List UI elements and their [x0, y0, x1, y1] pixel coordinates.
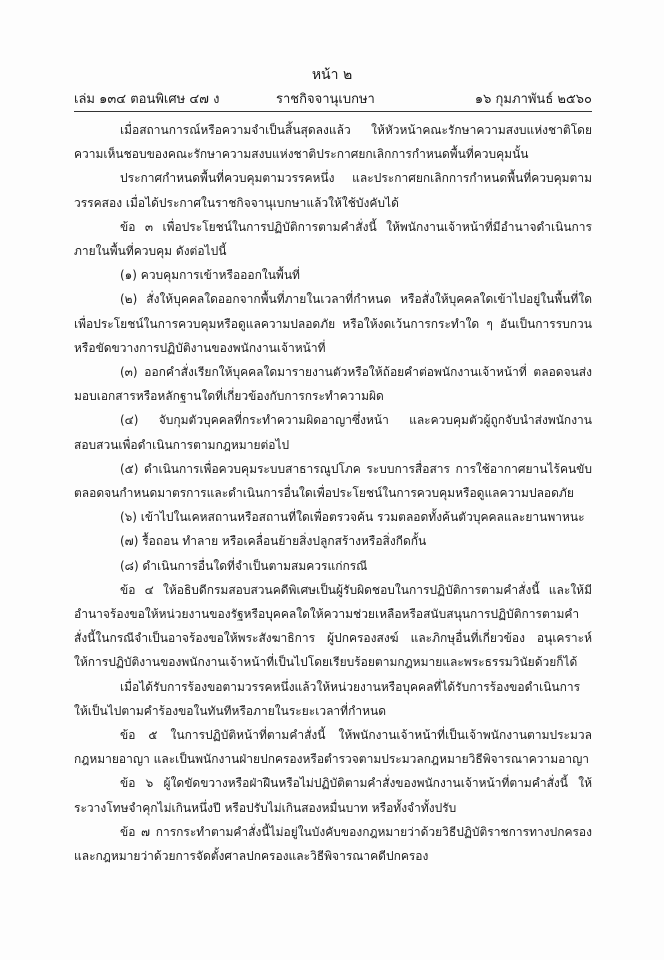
clause-7: ข้อ ๗ การกระทำตามคำสั่งนี้ไม่อยู่ในบังคับของกฎหมายว่าด้วยวิธีปฏิบัติราชการทางปกครองและกฎหมายว่าด้วยการจัดตั้งศาลปกครองและวิธีพิจารณาคดีปกครอง — [74, 824, 592, 864]
header-divider — [74, 111, 592, 112]
clause-4: ข้อ ๔ ให้อธิบดีกรมสอบสวนคดีพิเศษเป็นผู้รับผิดชอบในการปฏิบัติการตามคำสั่งนี้ และให้มีอำนาจร้องขอให้หน่วยงานของรัฐหรือบุคคลใดให้ความช่วยเหลือหรือสนับสนุนการปฏิบัติการตามคำสั่งนี้ในกรณีจำเป็นอาจร้องขอให้พระสังฆาธิการ ผู้ปกครองสงฆ์ และภิกษุอื่นที่เกี่ยวข้อง อนุเคราะห์ให้การปฏิบัติงานของพนักงานเจ้าหน้าที่เป็นไปโดยเรียบร้อยตามกฎหมายและพระธรรมวินัยด้วยก็ได้ — [74, 582, 592, 670]
paragraph: ประกาศกำหนดพื้นที่ควบคุมตามวรรคหนึ่ง และประกาศยกเลิกการกำหนดพื้นที่ควบคุมตามวรรคสอง เมื่อได้ประกาศในราชกิจจานุเบกษาแล้วให้ใช้บังคับได้ — [74, 171, 592, 210]
paragraph: เมื่อสถานการณ์หรือความจำเป็นสิ้นสุดลงแล้ว ให้หัวหน้าคณะรักษาความสงบแห่งชาติโดยความเห็นชอบของคณะรักษาความสงบแห่งชาติประกาศยกเลิกการกำหนดพื้นที่ควบคุมนั้น — [74, 123, 592, 162]
clause-3-item-5: (๕) ดำเนินการเพื่อควบคุมระบบสาธารณูปโภค ระบบการสื่อสาร การใช้อากาศยานไร้คนขับตลอดจนกำหนดมาตรการและดำเนินการอื่นใดเพื่อประโยชน์ในการควบคุมหรือดูแลความปลอดภัย — [74, 461, 592, 501]
clause-4-paragraph-2: เมื่อได้รับการร้องขอตามวรรคหนึ่งแล้วให้หน่วยงานหรือบุคคลที่ได้รับการร้องขอดำเนินการให้เป็นไปตามคำร้องขอในทันทีหรือภายในระยะเวลาที่กำหนด — [74, 679, 581, 718]
publication-date: ๑๖ กุมภาพันธ์ ๒๕๖๐ — [474, 92, 592, 107]
clause-3-item-8: (๘) ดำเนินการอื่นใดที่จำเป็นตามสมควรแก่กรณี — [120, 558, 368, 573]
gazette-title: ราชกิจจานุเบกษา — [276, 92, 375, 107]
clause-3-item-7: (๗) รื้อถอน ทำลาย หรือเคลื่อนย้ายสิ่งปลูกสร้างหรือสิ่งกีดกั้น — [120, 534, 427, 549]
clause-3-item-4: (๔) จับกุมตัวบุคคลที่กระทำความผิดอาญาซึ่งหน้า และควบคุมตัวผู้ถูกจับนำส่งพนักงานสอบสวนเพื่อดำเนินการตามกฎหมายต่อไป — [74, 413, 592, 452]
page-number: หน้า ๒ — [311, 67, 353, 83]
clause-5: ข้อ ๕ ในการปฏิบัติหน้าที่ตามคำสั่งนี้ ให้พนักงานเจ้าหน้าที่เป็นเจ้าพนักงานตามประมวลกฎหมายอาญา และเป็นพนักงานฝ่ายปกครองหรือตำรวจตามประมวลกฎหมายวิธีพิจารณาความอาญา — [74, 728, 592, 767]
volume-issue: เล่ม ๑๓๔ ตอนพิเศษ ๔๗ ง — [74, 92, 220, 107]
gazette-header — [74, 88, 592, 108]
clause-3-item-2: (๒) สั่งให้บุคคลใดออกจากพื้นที่ภายในเวลาที่กำหนด หรือสั่งให้บุคคลใดเข้าไปอยู่ในพื้นที่ใดเพื่อประโยชน์ในการควบคุมหรือดูแลความปลอดภัย หรือให้งดเว้นการกระทำใด ๆ อันเป็นการรบกวนหรือขัดขวางการปฏิบัติงานของพนักงานเจ้าหน้าที่ — [74, 292, 592, 355]
clause-6: ข้อ ๖ ผู้ใดขัดขวางหรือฝ่าฝืนหรือไม่ปฏิบัติตามคำสั่งของพนักงานเจ้าหน้าที่ตามคำสั่งนี้ ให้ระวางโทษจำคุกไม่เกินหนึ่งปี หรือปรับไม่เกินสองหมื่นบาท หรือทั้งจำทั้งปรับ — [74, 776, 592, 815]
clause-3-item-1: (๑) ควบคุมการเข้าหรือออกในพื้นที่ — [120, 268, 300, 283]
clause-3: ข้อ ๓ เพื่อประโยชน์ในการปฏิบัติการตามคำสั่งนี้ ให้พนักงานเจ้าหน้าที่มีอำนาจดำเนินการภายในพื้นที่ควบคุม ดังต่อไปนี้ — [74, 219, 592, 259]
clause-3-item-3: (๓) ออกคำสั่งเรียกให้บุคคลใดมารายงานตัวหรือให้ถ้อยคำต่อพนักงานเจ้าหน้าที่ ตลอดจนส่งมอบเอกสารหรือหลักฐานใดที่เกี่ยวข้องกับการกระทำความผิด — [74, 365, 592, 404]
clause-3-item-6: (๖) เข้าไปในเคหสถานหรือสถานที่ใดเพื่อตรวจค้น รวมตลอดทั้งค้นตัวบุคคลและยานพาหนะ — [120, 510, 585, 525]
document-body — [74, 118, 592, 868]
